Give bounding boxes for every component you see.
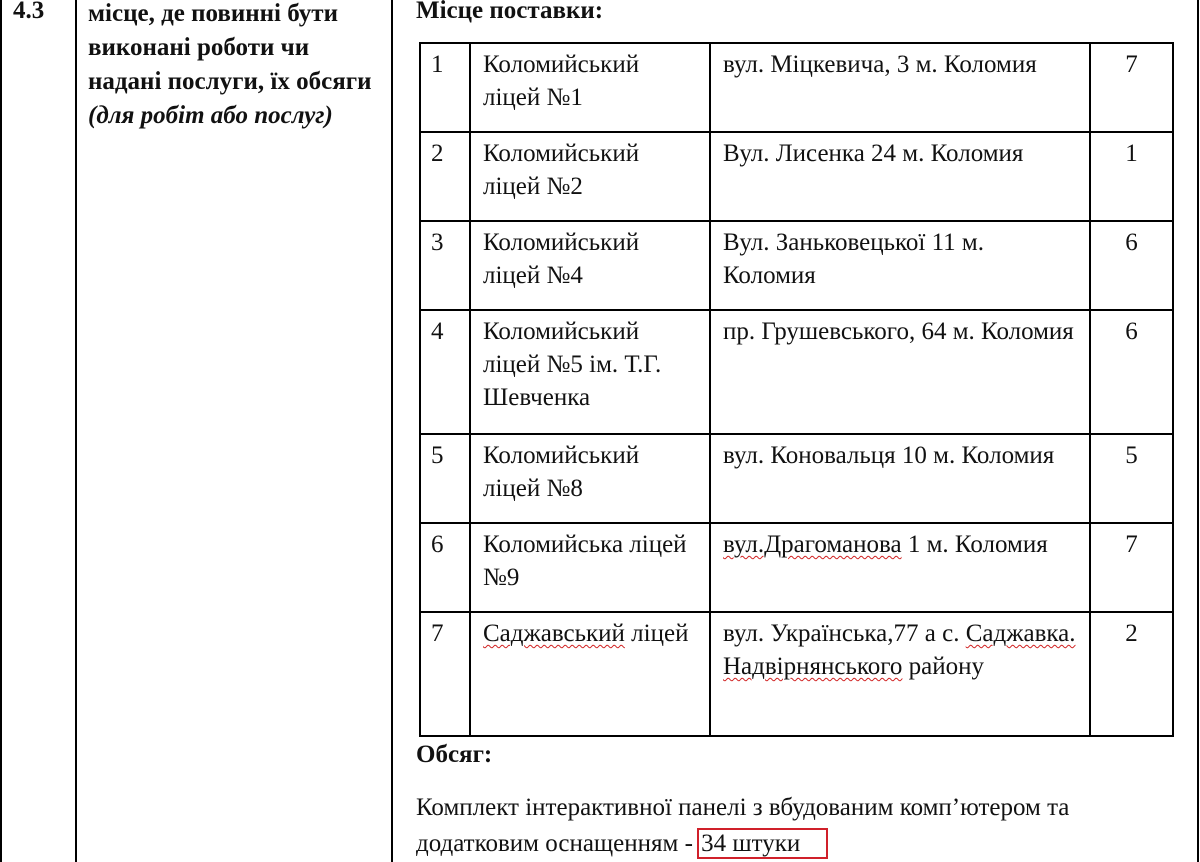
places-heading: Місце поставки: (416, 0, 604, 24)
quantity: 7 (1090, 43, 1173, 132)
quantity: 6 (1090, 221, 1173, 310)
table-row (420, 612, 1173, 736)
volume-description: Комплект інтерактивної панелі з вбудованим комп’ютером та додатковим оснащенням - (416, 794, 1070, 857)
row-number: 3 (420, 221, 470, 310)
table-border-description-column (391, 0, 393, 862)
table-border-right (1197, 0, 1199, 862)
school-name (470, 612, 710, 736)
address-rest: 1 м. Коломия (901, 531, 1048, 558)
school-name: Коломийський ліцей №4 (470, 221, 710, 310)
address-first: вул. Українська,77 а с. (723, 620, 966, 647)
quantity: 7 (1090, 523, 1173, 612)
school-address: Вул. Лисенка 24 м. Коломия (710, 132, 1090, 221)
table-border-left (0, 0, 2, 862)
table-row (420, 310, 1173, 434)
quantity: 5 (1090, 434, 1173, 523)
quantity: 2 (1090, 612, 1173, 736)
table-row (420, 434, 1173, 523)
row-number: 6 (420, 523, 470, 612)
row-number: 5 (420, 434, 470, 523)
spellcheck-underlined-text: Саджавський (483, 620, 625, 647)
section-description-italic: (для робіт або послуг) (88, 102, 333, 129)
table-border-number-column (75, 0, 77, 862)
spellcheck-underlined-text: вул.Драгоманова (723, 531, 902, 558)
school-address: Вул. Заньковецької 11 м. Коломия (710, 221, 1090, 310)
section-description (88, 0, 378, 133)
section-number: 4.3 (13, 0, 45, 24)
school-address (710, 612, 1090, 736)
table-row (420, 132, 1173, 221)
spellcheck-underlined-text: Саджавка. Надвірнянського (723, 620, 1076, 680)
school-name: Коломийський ліцей №2 (470, 132, 710, 221)
table-row (420, 523, 1173, 612)
school-address: пр. Грушевського, 64 м. Коломия (710, 310, 1090, 434)
school-name: Коломийський ліцей №5 ім. Т.Г. Шевченка (470, 310, 710, 434)
quantity: 1 (1090, 132, 1173, 221)
highlighted-quantity: 34 штуки (699, 830, 826, 857)
volume-text (416, 790, 1196, 862)
address-last: району (902, 653, 984, 680)
row-number: 4 (420, 310, 470, 434)
school-address: вул. Міцкевича, 3 м. Коломия (710, 43, 1090, 132)
volume-heading: Обсяг: (416, 741, 493, 768)
row-number: 2 (420, 132, 470, 221)
places-table (419, 42, 1174, 737)
row-number: 7 (420, 612, 470, 736)
table-row (420, 221, 1173, 310)
school-name: Коломийська ліцей №9 (470, 523, 710, 612)
table-row (420, 43, 1173, 132)
school-name-rest: ліцей (624, 620, 689, 647)
school-name: Коломийський ліцей №8 (470, 434, 710, 523)
quantity: 6 (1090, 310, 1173, 434)
section-description-bold: місце, де повинні бути виконані роботи чи надані послуги, їх обсяги (88, 0, 372, 95)
school-address (710, 523, 1090, 612)
row-number: 1 (420, 43, 470, 132)
school-name: Коломийський ліцей №1 (470, 43, 710, 132)
school-address: вул. Коновальця 10 м. Коломия (710, 434, 1090, 523)
